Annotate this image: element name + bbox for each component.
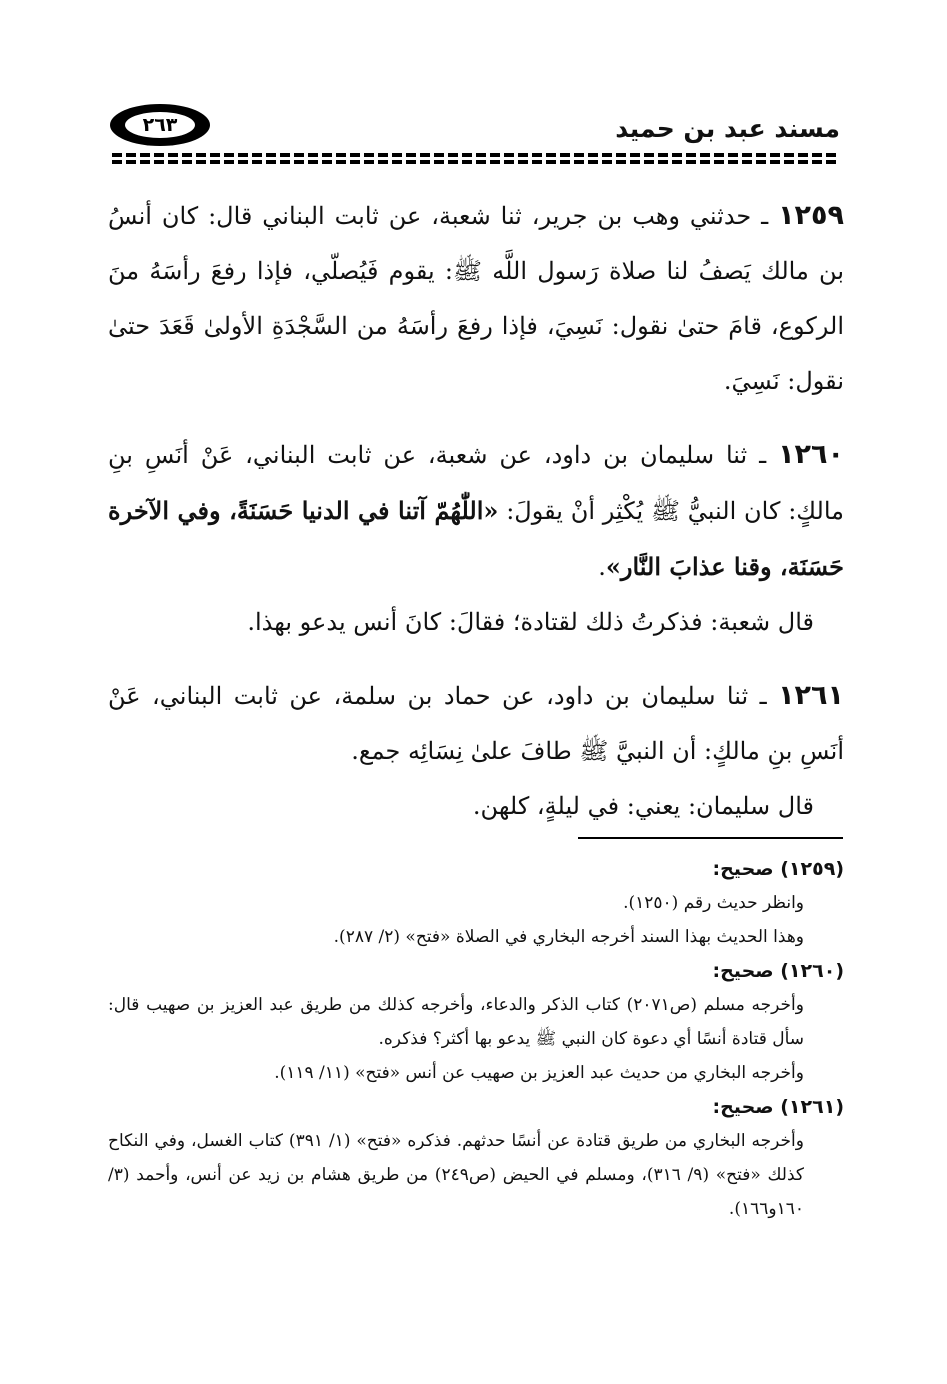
footnote-line: وأخرجه مسلم (ص٢٠٧١) كتاب الذكر والدعاء، وأخرجه كذلك من طريق عبد العزيز بن صهيب قال: سأل قتادة أنسًا أي دعوة كان النبي ﷺ يدعو بها أكثر؟ فذكره. [108,995,804,1049]
hadith-1259 [108,188,844,409]
footnote-line: وأخرجه البخاري من طريق قتادة عن أنسًا حدثهم. فذكره «فتح» (١/ ٣٩١) كتاب الغسل، وفي النكاح كذلك «فتح» (٩/ ٣١٦)، ومسلم في الحيض (ص٢٤٩) من طريق هشام بن زيد عن أنس، وأحمد (٣/ ١٦٠و١٦٦). [108,1131,804,1219]
footnote-heading: (١٢٦١) صحيح: [712,1096,844,1118]
page-number: ٢٦٣ [125,112,195,138]
footnote-line: وأخرجه البخاري من حديث عبد العزيز بن صهيب عن أنس «فتح» (١١/ ١١٩). [274,1063,804,1083]
footnotes [108,852,844,1226]
footnote-line: وهذا الحديث بهذا السند أخرجه البخاري في الصلاة «فتح» (٢/ ٢٨٧). [333,927,804,947]
hadith-text: ـ حدثني وهب بن جرير، ثنا شعبة، عن ثابت البناني قال: كان أنسُ بن مالك يَصفُ لنا صلاة رَسول اللَّه ﷺ: يقوم فَيُصلّي، فإذا رفعَ رأسَهُ منَ الركوع، قامَ حتىٰ نقول: نَسِيَ، فإذا رفعَ رأسَهُ من السَّجْدَةِ الأولىٰ قَعَدَ حتىٰ نقول: نَسِيَ. [108,202,844,395]
main-text [108,188,844,834]
footnote-separator [578,837,843,839]
hadith-quote: «اللّٰهُمّ آتنا في الدنيا حَسَنَةً، وفي الآخرة حَسَنَة، وقنا عذابَ النَّار» [108,496,844,581]
header-rule-bottom [112,160,840,164]
hadith-number: ١٢٦١ [778,680,844,711]
page-number-badge [110,104,210,146]
footnote-line: وانظر حديث رقم (١٢٥٠). [623,893,804,913]
hadith-text: ـ ثنا سليمان بن داود، عن شعبة، عن ثابت البناني، عَنْ أنَسِ بنِ مالكٍ: كان النبيُّ ﷺ يُكْثِر أنْ يقولَ: [108,441,844,525]
book-title: مسند عبد بن حميد [615,114,840,143]
footnote-heading: (١٢٥٩) صحيح: [712,858,844,880]
footnote-heading: (١٢٦٠) صحيح: [712,960,844,982]
hadith-number: ١٢٦٠ [778,439,844,470]
hadith-1260 [108,427,844,595]
hadith-1261 [108,668,844,779]
hadith-text-end: . [598,553,606,581]
hadith-number: ١٢٥٩ [778,200,844,231]
hadith-text: ـ ثنا سليمان بن داود، عن حماد بن سلمة، عن ثابت البناني، عَنْ أنَسِ بنِ مالكٍ: أن النبيَّ ﷺ طافَ علىٰ نِسَائِه جمع. [108,682,844,765]
page-header [108,104,840,148]
hadith-note: قال سليمان: يعني: في ليلةٍ، كلهن. [472,792,814,820]
hadith-note: قال شعبة: فذكرتُ ذلك لقتادة؛ فقالَ: كانَ أنس يدعو بهذا. [247,608,814,636]
header-rule-top [112,153,840,157]
